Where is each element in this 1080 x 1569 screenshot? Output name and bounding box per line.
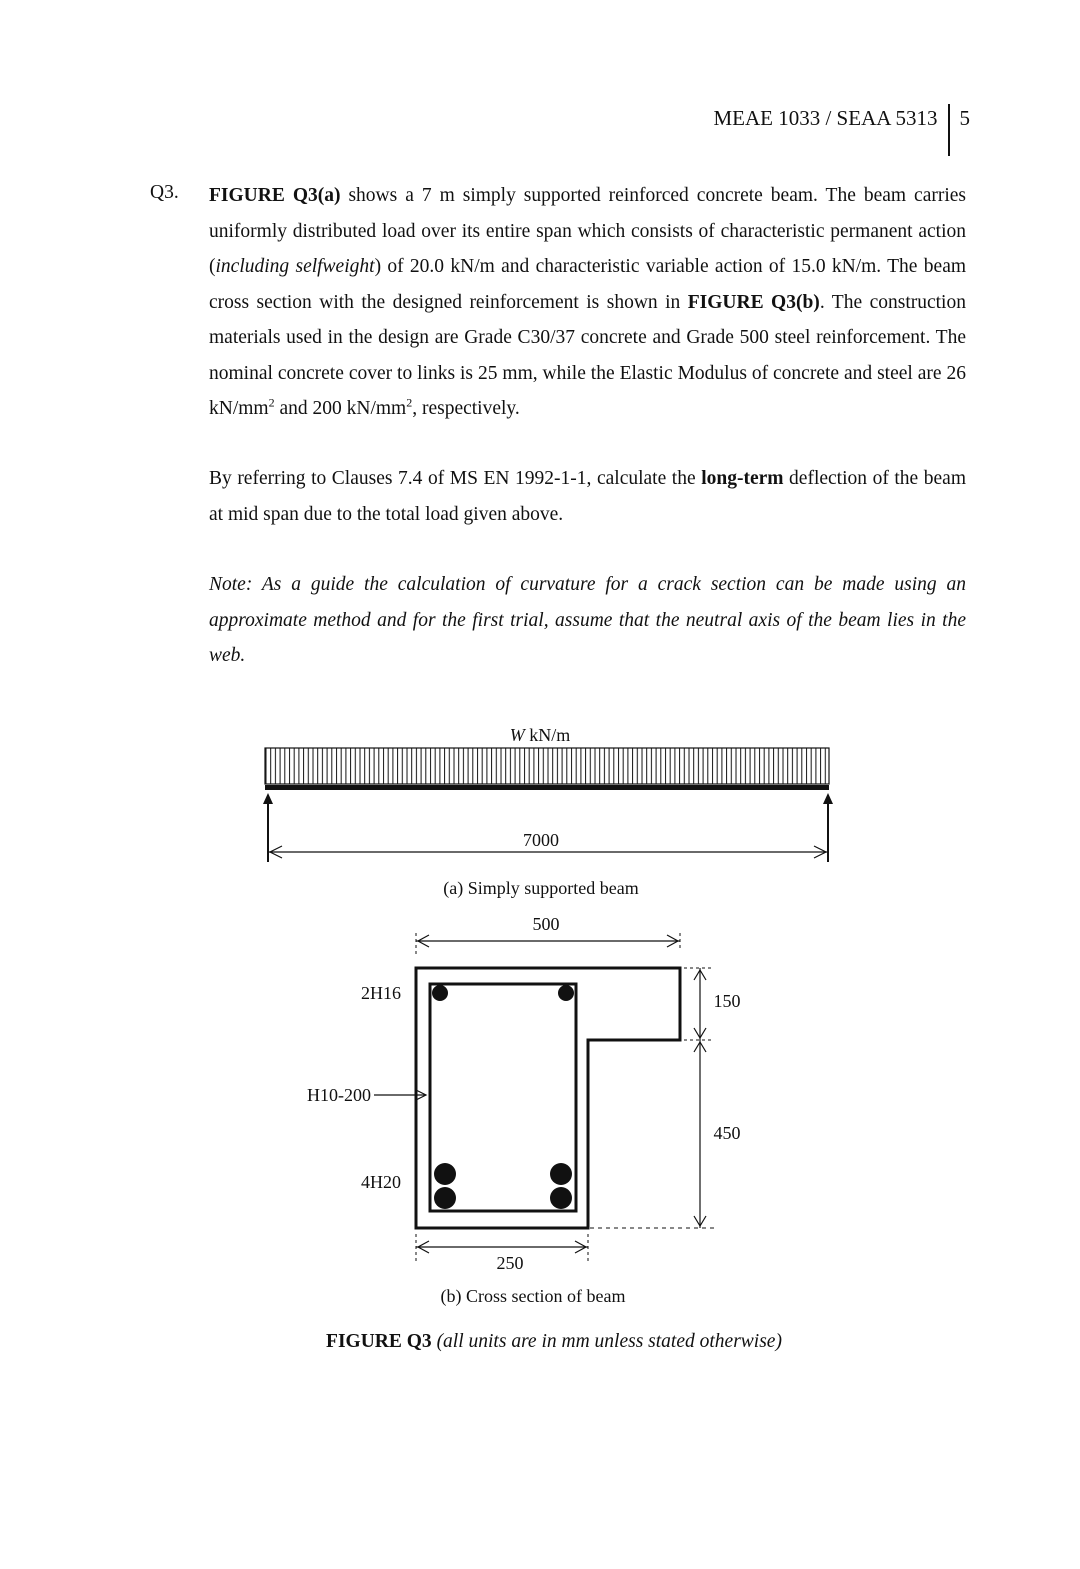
long-term-emphasis: long-term [701,468,784,489]
bottom-bars-label: 4H20 [361,1172,401,1192]
figure-caption [0,1331,1080,1353]
bottom-bar [550,1187,572,1209]
width-label: 500 [532,914,560,934]
bottom-bar [434,1163,456,1185]
span-label: 7000 [523,830,559,850]
figure-ref-b: FIGURE Q3(b) [687,291,820,313]
top-bar [558,985,574,1001]
question-paragraph-1: FIGURE Q3(a) shows a 7 m simply supported reinforced concrete beam. The beam carries uniformly distributed load over its entire span which consists of characteristic permanent action (including selfweight) of 20.0 kN/m and characteristic variable action of 15.0 kN/m. The beam cross section with the designed reinforcement is shown in FIGURE Q3(b). The construction materials used in the design are Grade C30/37 concrete and Grade 500 steel reinforcement. The nominal concrete cover to links is 25 mm, while the Elastic Modulus of concrete and steel are 26 $kN/mm^2$ and 200 $kN/mm^2$, respectively. [209,185,967,419]
including-selfweight: including selfweight [215,256,375,277]
links-label: H10-200 [307,1085,371,1105]
depth-dimensions [590,968,741,1228]
page-number: 5 [959,106,970,130]
web-width-label: 250 [496,1253,524,1273]
flange-depth-label: 150 [713,991,741,1011]
load-label: W kN/m [509,725,571,745]
figure-caption-italic: (all units are in mm unless stated otherwise) [431,1331,782,1352]
figure-b-caption: (b) Cross section of beam [440,1286,626,1306]
udl-load-block [265,748,829,784]
span-dimension [268,830,828,858]
web-depth-label: 450 [713,1123,741,1143]
figure-a-beam [263,725,833,899]
question-paragraph-2: By referring to Clauses 7.4 of MS EN 1992-1-1, calculate the long-term deflection of the beam at mid span due to the total load given above. [209,468,966,525]
width-dimension [416,914,680,954]
course-code: MEAE 1033 / SEAA 5313 [713,106,938,130]
question-number: Q3. [150,182,179,203]
question-note: Note: As a guide the calculation of curvature for a crack section can be made using an approximate method and for the first trial, assume that the neutral axis of the beam lies in the web. [209,574,966,666]
links-arrow [374,1090,426,1100]
web-width-dimension [416,1234,588,1273]
figure-a-caption: (a) Simply supported beam [443,878,639,898]
bottom-bar [550,1163,572,1185]
figure-b-section [307,914,741,1307]
beam-line [265,785,829,790]
section-outline [416,968,680,1228]
bottom-bar [434,1187,456,1209]
figure-caption-bold: FIGURE Q3 [326,1331,432,1352]
top-bars-label: 2H16 [361,983,401,1003]
top-bar [432,985,448,1001]
figure-ref-a: FIGURE Q3(a) [209,185,341,206]
